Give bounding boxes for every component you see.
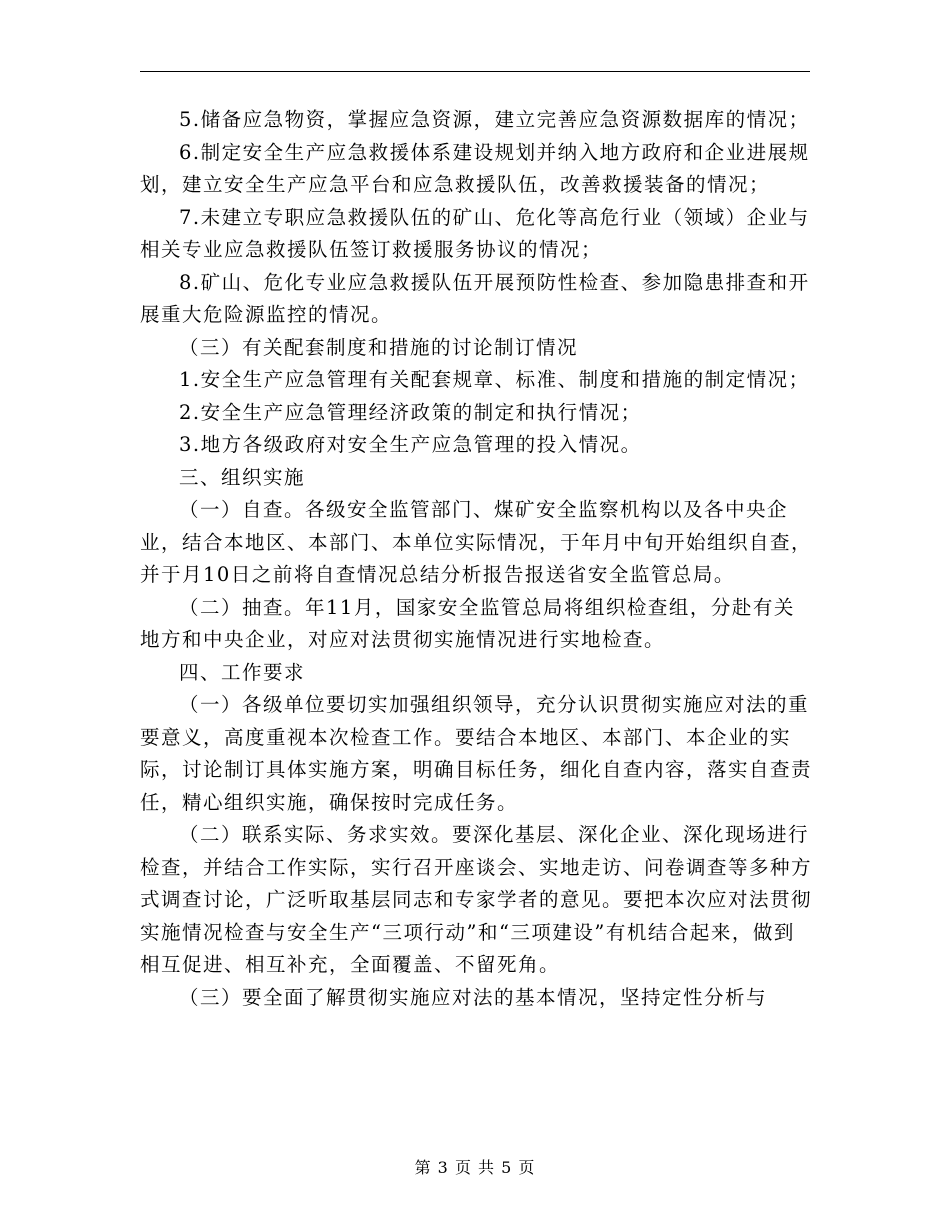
- section-subheading: （三）有关配套制度和措施的讨论制订情况: [179, 335, 579, 359]
- paragraph: 8.矿山、危化专业应急救援队伍开展预防性检查、参加隐患排查和开展重大危险源监控的情况。: [140, 270, 810, 326]
- paragraph: 3.地方各级政府对安全生产应急管理的投入情况。: [179, 433, 642, 456]
- paragraph: 6.制定安全生产应急救援体系建设规划并纳入地方政府和企业进展规划，建立安全生产应急平台和应急救援队伍，改善救援装备的情况；: [140, 140, 810, 196]
- section-heading: 三、组织实施: [179, 465, 306, 489]
- paragraph: （一）各级单位要切实加强组织领导，充分认识贯彻实施应对法的重要意义，高度重视本次检查工作。要结合本地区、本部门、本企业的实际，讨论制订具体实施方案，明确目标任务，细化自查内容，落实自查责任，精心组织实施，确保按时完成任务。: [140, 693, 813, 814]
- page-footer: 第 3 页 共 5 页: [414, 1158, 536, 1177]
- paragraph: 5.储备应急物资，掌握应急资源，建立完善应急资源数据库的情况；: [179, 108, 810, 131]
- paragraph: 2.安全生产应急管理经济政策的制定和执行情况；: [179, 400, 642, 424]
- document-body: [140, 104, 812, 1014]
- paragraph: （二）联系实际、务求实效。要深化基层、深化企业、深化现场进行检查，并结合工作实际，实行召开座谈会、实地走访、问卷调查等多种方式调查讨论，广泛听取基层同志和专家学者的意见。要把本次应对法贯彻实施情况检查与安全生产“三项行动”和“三项建设”有机结合起来，做到相互促进、相互补充，全面覆盖、不留死角。: [140, 823, 813, 976]
- header-rule: [140, 71, 810, 72]
- paragraph: （二）抽查。年11月，国家安全监管总局将组织检查组，分赴有关地方和中央企业，对应对法贯彻实施情况进行实地检查。: [140, 595, 795, 651]
- paragraph: （一）自查。各级安全监管部门、煤矿安全监察机构以及各中央企业，结合本地区、本部门、本单位实际情况，于年月中旬开始组织自查，并于月10日之前将自查情况总结分析报告报送省安全监管总局。: [140, 498, 813, 586]
- section-heading: 四、工作要求: [179, 660, 306, 684]
- paragraph: 7.未建立专职应急救援队伍的矿山、危化等高危行业（领域）企业与相关专业应急救援队伍签订救援服务协议的情况；: [140, 205, 810, 261]
- paragraph: 1.安全生产应急管理有关配套规章、标准、制度和措施的制定情况；: [179, 368, 810, 391]
- paragraph: （三）要全面了解贯彻实施应对法的基本情况，坚持定性分析与: [179, 985, 768, 1009]
